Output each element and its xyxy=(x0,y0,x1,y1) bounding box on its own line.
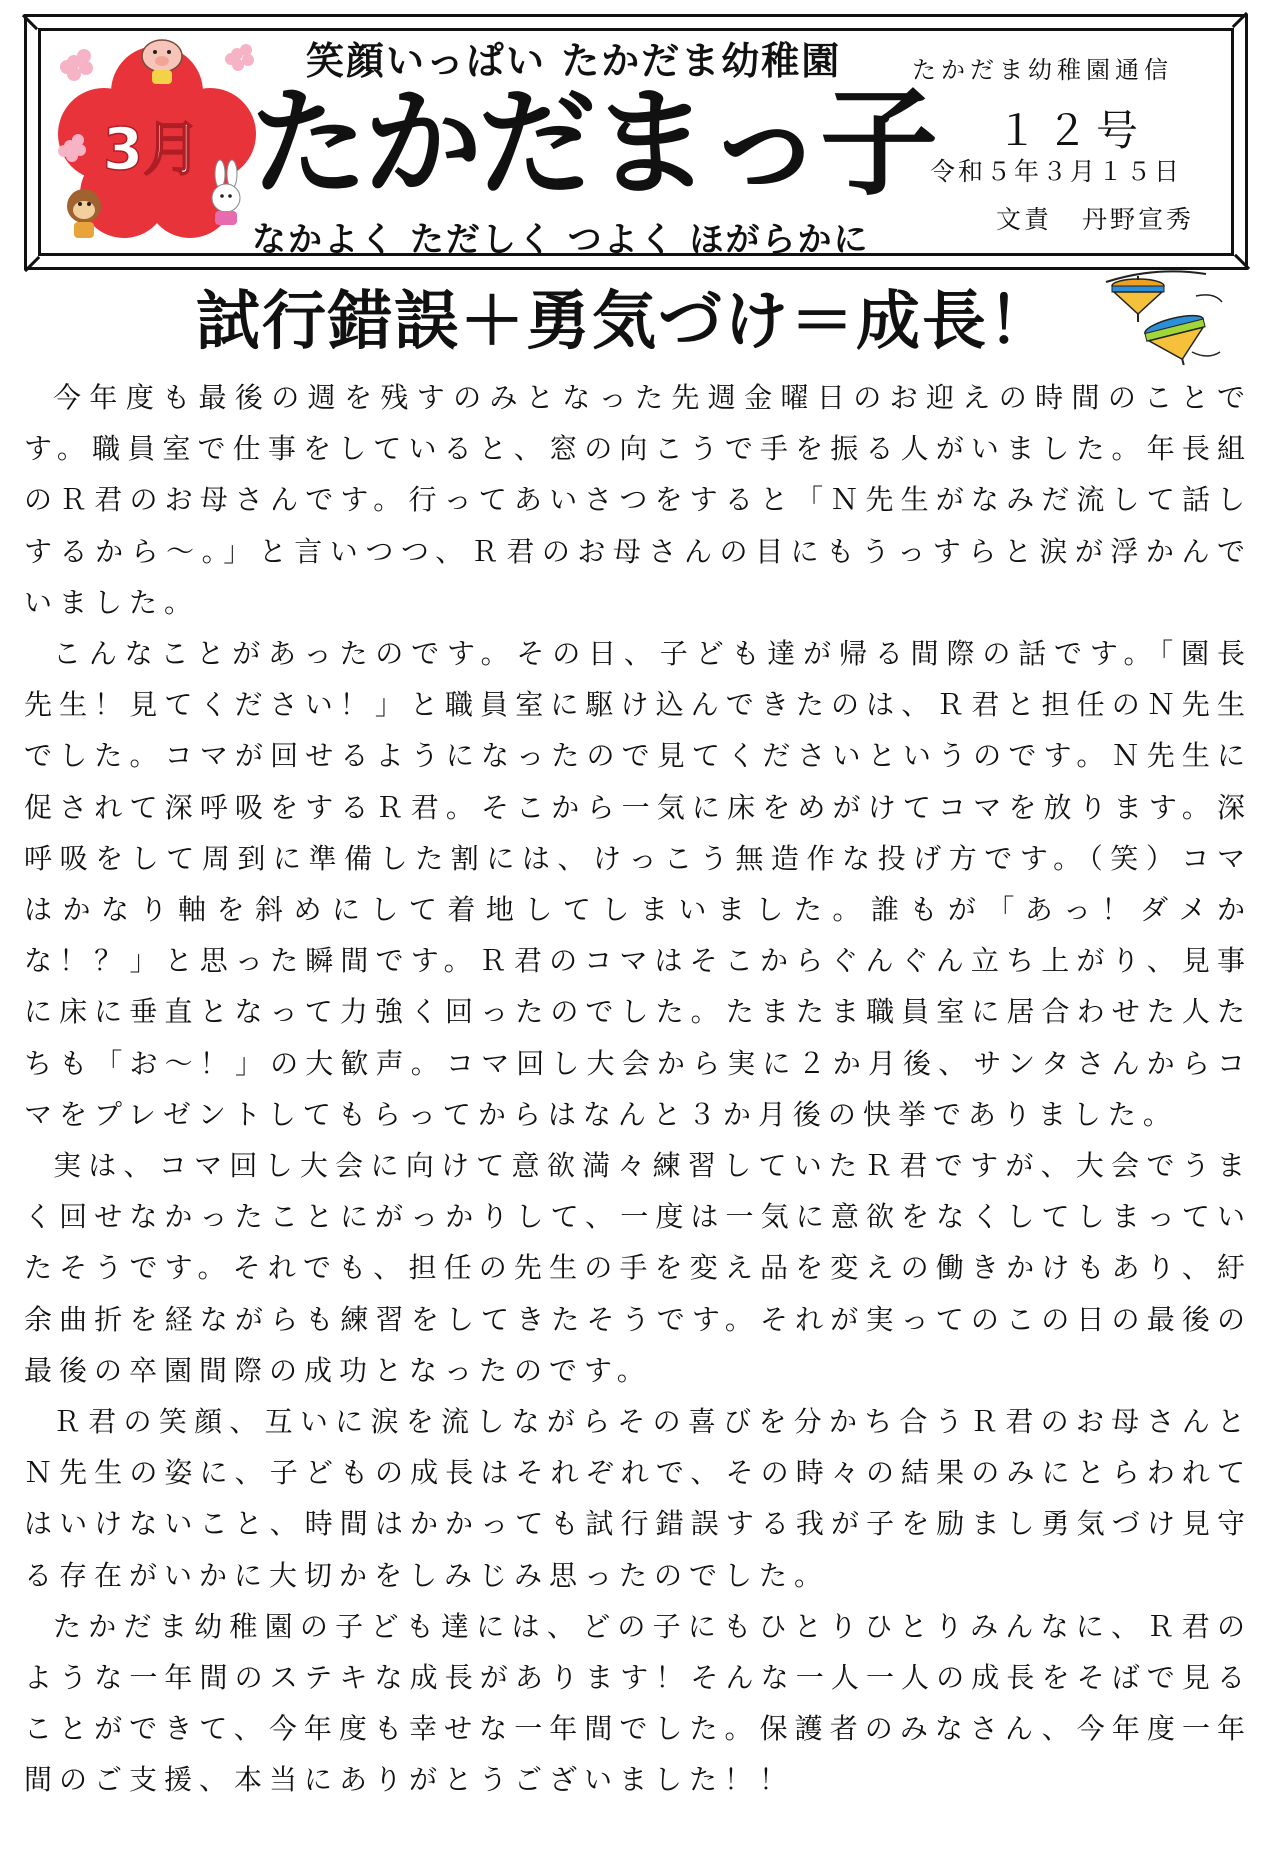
article-headline: 試行錯誤＋勇気づけ＝成長！ xyxy=(196,285,1054,359)
newsletter-name: たかだま幼稚園通信 xyxy=(912,56,1173,84)
editor-label: 文責 xyxy=(996,205,1053,234)
article-paragraph: Ｒ君の笑顔、互いに涙を流しながらその喜びを分かち合うＲ君のお母さんとＮ先生の姿に、子どもの成長はそれぞれで、その時々の結果のみにとらわれてはいけないこと、時間はかかっても試行錯誤する我が子を励まし勇気づけ見守る存在がいかに大切かをしみじみ思ったのでした。 xyxy=(24,1405,1252,1592)
newsletter-title: たかだまっ子 xyxy=(250,74,935,212)
issue-date: 令和５年３月１５日 xyxy=(930,157,1183,186)
article-paragraph: こんなことがあったのです。その日、子ども達が帰る間際の話です。「園長先生！見てください！」と職員室に駆け込んできたのは、Ｒ君と担任のＮ先生でした。コマが回せるようになったので見てくださいというのです。Ｎ先生に促されて深呼吸をするＲ君。そこから一気に床をめがけてコマを放ります。深呼吸をして周到に準備した割には、けっこう無造作な投げ方です。（笑）コマはかなり軸を斜めにして着地してしまいました。誰もが「あっ！ダメかな！？」と思った瞬間です。Ｒ君のコマはそこからぐんぐん立ち上がり、見事に床に垂直となって力強く回ったのでした。たまたま職員室に居合わせた人たちも「お～！」の大歓声。コマ回し大会から実に２か月後、サンタさんからコマをプレゼントしてもらってからはなんと３か月後の快挙でありました。 xyxy=(24,637,1252,1131)
editor-credit xyxy=(996,200,1236,234)
motto: なかよく ただしく つよく ほがらかに xyxy=(252,220,870,260)
monkey-mascot-icon xyxy=(67,189,101,238)
article-body xyxy=(24,372,1252,1852)
editor-name: 丹野宣秀 xyxy=(1082,205,1195,234)
article-paragraph: 今年度も最後の週を残すのみとなった先週金曜日のお迎えの時間のことです。職員室で仕事をしていると、窓の向こうで手を振る人がいました。年長組のＲ君のお母さんです。行ってあいさつをすると「Ｎ先生がなみだ流して話しするから～。」と言いつつ、Ｒ君のお母さんの目にもうっすらと涙が浮かんでいました。 xyxy=(24,381,1252,619)
spinning-top-icon xyxy=(1106,271,1206,322)
article-paragraph: たかだま幼稚園の子ども達には、どの子にもひとりひとりみんなに、Ｒ君のような一年間のステキな成長があります！そんな一人一人の成長をそばで見ることができて、今年度も幸せな一年間でした。保護者のみなさん、今年度一年間のご支援、本当にありがとうございました！！ xyxy=(24,1609,1252,1797)
spinning-top-icon xyxy=(1096,256,1226,368)
month-badge-text: 3月 xyxy=(102,115,202,183)
kindergarten-tagline: 笑顔いっぱい たかだま幼稚園 xyxy=(306,39,842,83)
issue-number: １２号 xyxy=(996,106,1147,155)
spinning-top-icon xyxy=(1143,311,1213,368)
plum-blossom-badge-icon xyxy=(52,34,262,246)
article-paragraph: 実は、コマ回し大会に向けて意欲満々練習していたＲ君ですが、大会でうまく回せなかったことにがっかりして、一度は一気に意欲をなくしてしまっていたそうです。それでも、担任の先生の手を変え品を変えの働きかけもあり、紆余曲折を経ながらも練習をしてきたそうです。それが実ってのこの日の最後の最後の卒園間際の成功となったのです。 xyxy=(24,1149,1252,1387)
